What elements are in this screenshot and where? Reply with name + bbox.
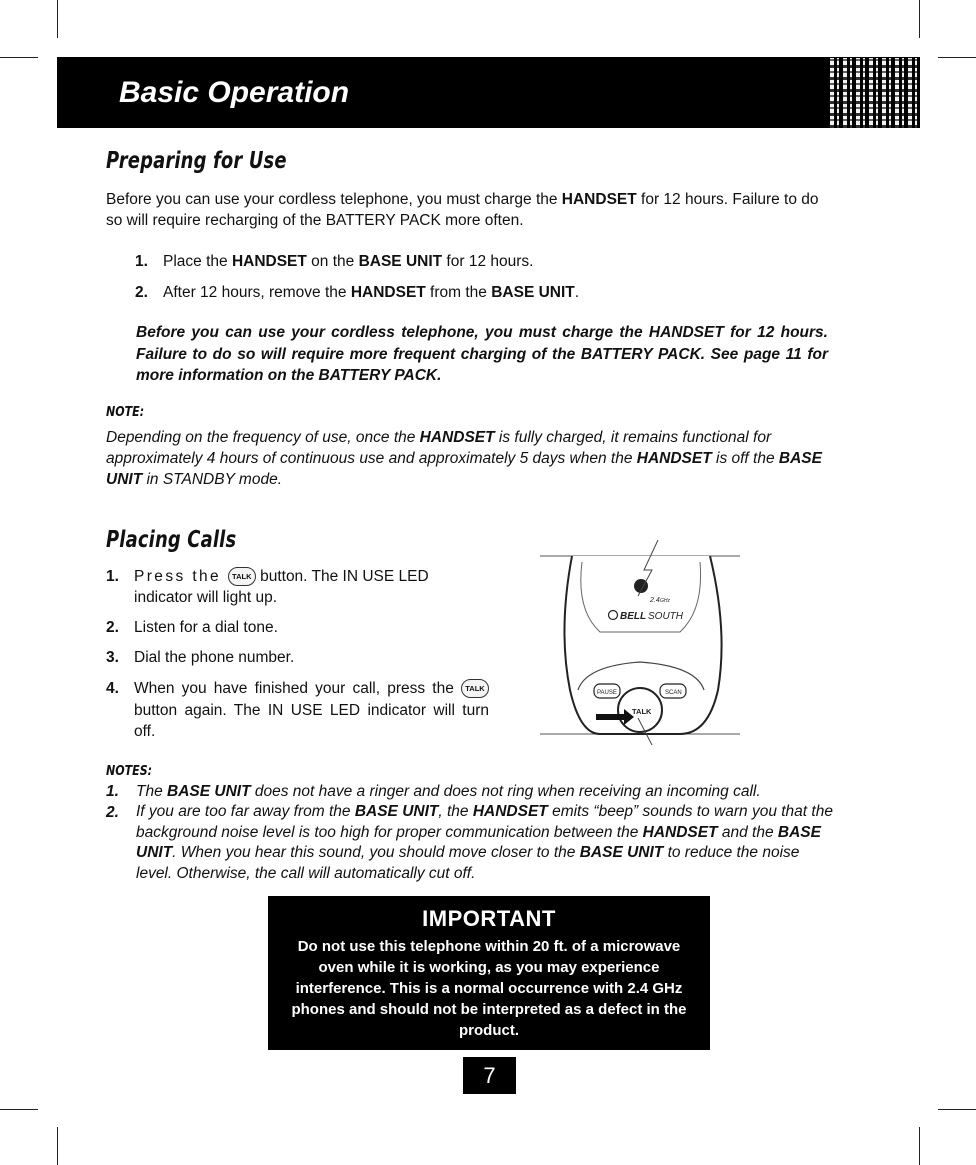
ghz-unit: GHz: [660, 598, 670, 604]
preparing-step-2: [135, 282, 835, 303]
note-part: Depending on the frequency of use, once the: [106, 429, 420, 446]
intro-handset: HANDSET: [561, 191, 637, 208]
note-bold: BASE UNIT: [579, 844, 664, 861]
step-bold: HANDSET: [231, 253, 307, 270]
step-text: on the: [306, 253, 359, 270]
note-part: , the: [438, 803, 473, 820]
note-part: is fully charged, it remains functional for approximately 4 hours of continuous use and approximately 5 days when the: [106, 429, 772, 467]
intro-text: Before you can use your cordless telephone, you must charge the: [106, 191, 562, 208]
step-bold: HANDSET: [350, 284, 426, 301]
note-part: is off the: [711, 450, 779, 467]
note-part: emits “beep” sounds to warn you that the background noise level is too high for proper communication between the: [136, 803, 833, 841]
note-bold: HANDSET: [636, 450, 712, 467]
charging-warning: Before you can use your cordless telephone, you must charge the HANDSET for 12 hours. Failure to do so will require more frequent charging of the BATTERY PACK. See page 11 for more information on the BATTERY PACK.: [136, 324, 828, 384]
ghz-label: 2.4: [650, 597, 660, 604]
note-part: If you are too far away from the: [136, 803, 355, 820]
note-bold: HANDSET: [472, 803, 548, 820]
note-bold: HANDSET: [419, 429, 495, 446]
step-text: from the: [425, 284, 492, 301]
step-text: Listen for a dial tone.: [134, 619, 278, 636]
step-bold: BASE UNIT: [358, 253, 443, 270]
step-text: for 12 hours.: [442, 253, 534, 270]
placing-step-3: [106, 647, 489, 668]
brand-bell: BELL: [620, 611, 647, 622]
crop-mark: [919, 1127, 920, 1165]
step-text: button. The IN USE LED indicator will light up.: [134, 568, 429, 606]
preparing-intro: [106, 189, 831, 231]
talk-button-icon: TALK: [228, 567, 256, 586]
step-number: 1.: [135, 253, 148, 270]
step-text: After 12 hours, remove the: [163, 284, 351, 301]
step-text: Place the: [163, 253, 232, 270]
note-part: . When you hear this sound, you should move closer to the: [172, 844, 580, 861]
crop-mark: [938, 57, 976, 58]
step-text: Press the: [134, 568, 228, 585]
note-bold: BASE UNIT: [167, 783, 251, 800]
crop-mark: [57, 1127, 58, 1165]
crop-mark: [57, 0, 58, 38]
intro-text-end: for 12 hours. Failure to do so will require recharging of the BATTERY PACK more often.: [106, 191, 819, 229]
note-text: [106, 427, 833, 490]
step-number: 3.: [106, 649, 119, 666]
note-part: and the: [717, 823, 778, 841]
step-number: 1.: [106, 568, 119, 585]
step-text: Dial the phone number.: [134, 649, 295, 666]
notes-item-1: [106, 781, 836, 802]
important-box: [268, 896, 710, 1050]
notes-item-2: [106, 802, 836, 884]
pause-label: PAUSE: [597, 690, 617, 696]
crop-mark: [938, 1109, 976, 1110]
brand-south: SOUTH: [648, 611, 683, 622]
talk-label: TALK: [632, 707, 652, 716]
scan-label: SCAN: [665, 690, 682, 696]
page-title: Basic Operation: [119, 76, 350, 109]
page-number: 7: [463, 1057, 516, 1094]
important-title: IMPORTANT: [422, 906, 556, 931]
crop-mark: [0, 57, 38, 58]
placing-step-2: [106, 617, 489, 638]
step-text: .: [574, 284, 580, 301]
note-bold: BASE UNIT: [354, 803, 439, 820]
step-number: 4.: [106, 680, 119, 697]
crop-mark: [0, 1109, 38, 1110]
note-part: The: [136, 783, 168, 800]
step-number: 2.: [106, 619, 119, 636]
note-bold: BASE UNIT: [106, 450, 822, 488]
handset-illustration: [540, 540, 745, 745]
placing-step-4: [106, 678, 489, 743]
note-part: does not have a ringer and does not ring when receiving an incoming call.: [250, 783, 761, 800]
step-text: When you have finished your call, press the: [134, 680, 461, 697]
step-number: 2.: [135, 284, 148, 301]
section-title-preparing: Preparing for Use: [106, 148, 287, 174]
step-text: button again. The IN USE LED indicator will turn off.: [134, 701, 489, 740]
note-number: 1.: [106, 783, 119, 800]
note-label: NOTE:: [106, 405, 145, 420]
note-number: 2.: [106, 804, 119, 821]
notes-label: NOTES:: [106, 764, 153, 779]
note-bold: HANDSET: [642, 823, 718, 841]
note-bold: BASE UNIT: [136, 823, 821, 861]
important-text: Do not use this telephone within 20 ft. of a microwave oven while it is working, as you may experience interference. This is a normal occurrence with 2.4 GHz phones and should not be interpreted as a defect in the product.: [291, 938, 687, 1039]
header-bar: [57, 57, 920, 128]
barcode-overlay: [830, 58, 918, 128]
note-part: to reduce the noise level. Otherwise, the call will automatically cut off.: [136, 844, 800, 882]
crop-mark: [919, 0, 920, 38]
note-part: in STANDBY mode.: [142, 471, 283, 488]
placing-step-1: [106, 566, 489, 608]
preparing-step-1: [135, 251, 835, 272]
step-bold: BASE UNIT: [491, 284, 575, 301]
talk-button-icon: TALK: [461, 679, 489, 698]
section-title-placing: Placing Calls: [106, 527, 237, 553]
